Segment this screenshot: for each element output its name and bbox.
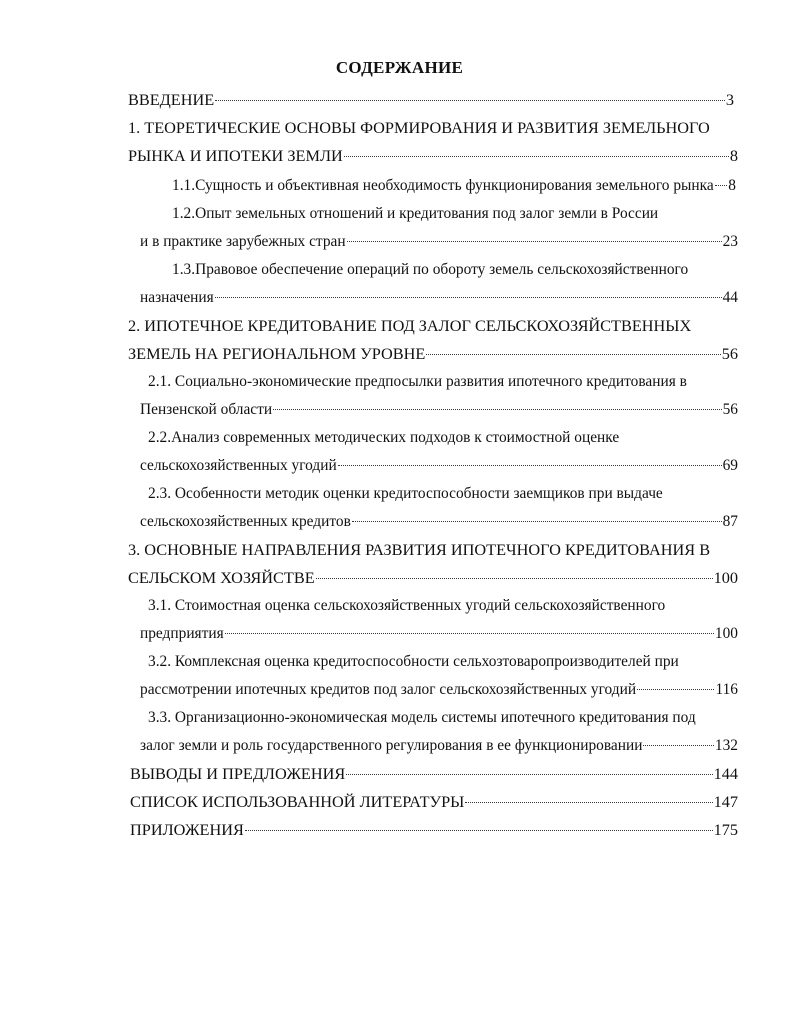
dot-leader — [465, 802, 712, 803]
toc-page-number: 147 — [713, 792, 738, 811]
dot-leader — [215, 297, 722, 298]
toc-line — [128, 88, 734, 112]
toc-line — [128, 314, 691, 338]
toc-page-number: 23 — [722, 233, 738, 250]
toc-entry-title: залог земли и роль государственного регулирования в ее функционировании — [140, 737, 643, 754]
toc-page-number: 144 — [713, 764, 738, 783]
dot-leader — [273, 409, 722, 410]
toc-page-number: 8 — [729, 146, 738, 165]
toc-line — [128, 342, 738, 366]
toc-page-number: 116 — [715, 681, 738, 698]
dot-leader — [245, 830, 713, 831]
toc-line — [128, 538, 710, 562]
toc-entry-title: 3. ОСНОВНЫЕ НАПРАВЛЕНИЯ РАЗВИТИЯ ИПОТЕЧНОГО КРЕДИТОВАНИЯ В — [128, 540, 711, 559]
toc-line — [148, 650, 679, 674]
toc-entry-title: РЫНКА И ИПОТЕКИ ЗЕМЛИ — [128, 146, 343, 165]
toc-entry-title: рассмотрении ипотечных кредитов под залог сельскохозяйственных угодий — [140, 681, 637, 698]
dot-leader — [643, 745, 713, 746]
toc-entry-title: 1.3.Правовое обеспечение операций по обороту земель сельскохозяйственного — [172, 261, 689, 278]
dot-leader — [352, 521, 722, 522]
toc-entry-title: ВВЕДЕНИЕ — [128, 90, 215, 109]
toc-line — [148, 482, 663, 506]
dot-leader — [347, 241, 722, 242]
toc-line — [140, 622, 738, 646]
toc-entry-title: назначения — [140, 289, 214, 306]
toc-entry-title: ВЫВОДЫ И ПРЕДЛОЖЕНИЯ — [130, 764, 346, 783]
toc-entry-title: предприятия — [140, 625, 224, 642]
page-title: СОДЕРЖАНИЕ — [335, 58, 464, 77]
toc-line — [140, 230, 738, 254]
dot-leader — [344, 156, 729, 157]
toc-page-number: 56 — [722, 401, 738, 418]
toc-page-number: 87 — [722, 513, 738, 530]
toc-page-number: 69 — [722, 457, 738, 474]
toc-line — [130, 762, 738, 786]
toc-entry-title: 3.3. Организационно-экономическая модель системы ипотечного кредитования под — [148, 709, 696, 726]
toc-entry-title: 2.3. Особенности методик оценки кредитоспособности заемщиков при выдаче — [148, 485, 663, 502]
toc-line — [140, 398, 738, 422]
toc-line — [140, 510, 738, 534]
toc-entry-title: 3.1. Стоимостная оценка сельскохозяйственных угодий сельскохозяйственного — [148, 597, 666, 614]
dot-leader — [637, 689, 714, 690]
toc-entry-title: СПИСОК ИСПОЛЬЗОВАННОЙ ЛИТЕРАТУРЫ — [130, 792, 465, 811]
dot-leader — [215, 100, 725, 101]
toc-entry-title: 2. ИПОТЕЧНОЕ КРЕДИТОВАНИЕ ПОД ЗАЛОГ СЕЛЬСКОХОЗЯЙСТВЕННЫХ — [128, 316, 692, 335]
toc-page-number: 8 — [728, 177, 736, 194]
dot-leader — [715, 185, 728, 186]
toc-line — [148, 426, 619, 450]
toc-page-number: 100 — [714, 625, 738, 642]
toc-page-number: 3 — [725, 90, 734, 109]
toc-entry-title: ПРИЛОЖЕНИЯ — [130, 820, 244, 839]
toc-entry-title: 2.1. Социально-экономические предпосылки развития ипотечного кредитования в — [148, 373, 687, 390]
toc-line — [130, 790, 738, 814]
dot-leader — [426, 354, 720, 355]
toc-entry-title: 3.2. Комплексная оценка кредитоспособности сельхозтоваропроизводителей при — [148, 653, 679, 670]
dot-leader — [338, 465, 722, 466]
toc-entry-title: 1.2.Опыт земельных отношений и кредитования под залог земли в России — [172, 205, 659, 222]
toc-line — [172, 258, 688, 282]
toc-line — [140, 454, 738, 478]
toc-line — [172, 174, 736, 198]
toc-line — [128, 116, 710, 140]
toc-page-number: 175 — [713, 820, 738, 839]
toc-page-number: 100 — [713, 568, 738, 587]
toc-line — [128, 566, 738, 590]
toc-line — [148, 706, 696, 730]
toc-entry-title: ЗЕМЕЛЬ НА РЕГИОНАЛЬНОМ УРОВНЕ — [128, 344, 426, 363]
toc-entry-title: Пензенской области — [140, 401, 273, 418]
toc-entry-title: и в практике зарубежных стран — [140, 233, 346, 250]
toc-line — [172, 202, 658, 226]
dot-leader — [346, 774, 712, 775]
toc-entry-title: 2.2.Анализ современных методических подходов к стоимостной оценке — [148, 429, 620, 446]
toc-entry-title: сельскохозяйственных кредитов — [140, 513, 351, 530]
toc-line — [140, 734, 738, 758]
toc-line — [128, 144, 738, 168]
toc-entry-title: СЕЛЬСКОМ ХОЗЯЙСТВЕ — [128, 568, 315, 587]
toc-entry-title: 1. ТЕОРЕТИЧЕСКИЕ ОСНОВЫ ФОРМИРОВАНИЯ И РАЗВИТИЯ ЗЕМЕЛЬНОГО — [128, 118, 710, 137]
toc-page-number: 56 — [721, 344, 738, 363]
dot-leader — [225, 633, 714, 634]
toc-line — [148, 594, 665, 618]
toc-page-number: 132 — [714, 737, 738, 754]
toc-line — [148, 370, 687, 394]
toc-page-number: 44 — [722, 289, 738, 306]
toc-entry-title: 1.1.Сущность и объективная необходимость функционирования земельного рынка — [172, 177, 714, 194]
toc-line — [140, 286, 738, 310]
toc-line — [140, 678, 738, 702]
dot-leader — [316, 578, 713, 579]
toc-line — [130, 818, 738, 842]
toc-entry-title: сельскохозяйственных угодий — [140, 457, 337, 474]
